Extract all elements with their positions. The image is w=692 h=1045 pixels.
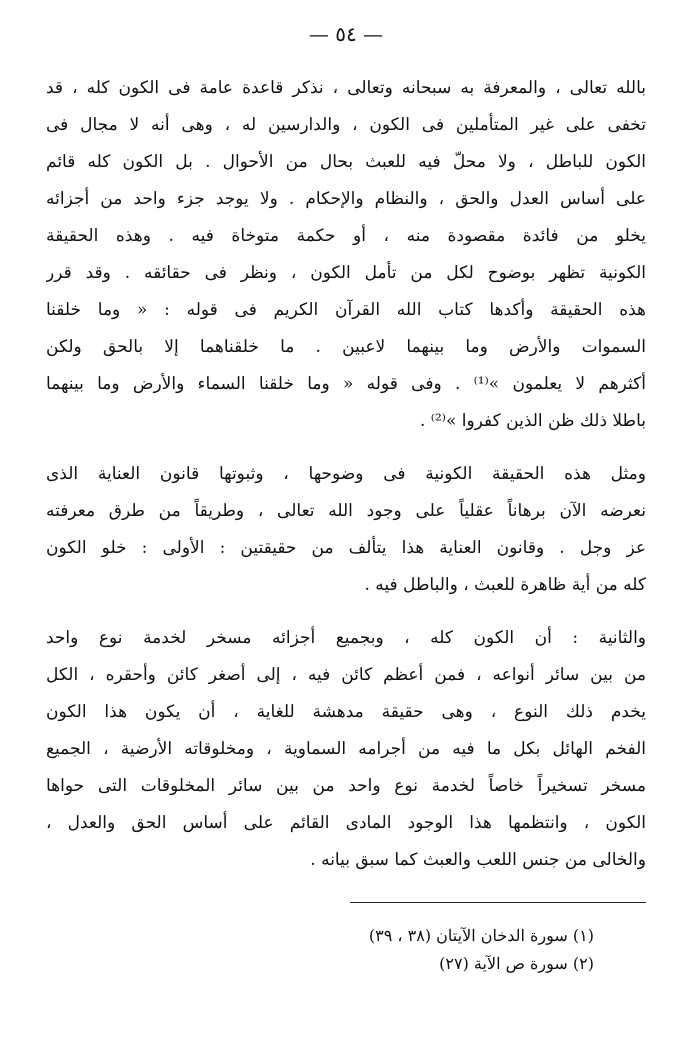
text-line: مسخر تسخيراً خاصاً لخدمة نوع واحد من بين سائر المخلوقات التى حواها	[46, 776, 646, 796]
text-line: تخفى على غير المتأملين فى الكون ، والدارسين له ، وهى أنه لا مجال فى	[46, 115, 646, 135]
text-line: والثانية : أن الكون كله ، وبجميع أجزائه مسخر لخدمة نوع واحد	[46, 628, 646, 648]
text-line: ومثل هذه الحقيقة الكونية فى وضوحها ، وثبوتها قانون العناية الذى	[46, 464, 646, 484]
paragraph-spacer	[46, 604, 646, 620]
text-line: على أساس العدل والحق ، والنظام والإحكام . ولا يوجد جزء واحد من أجزائه	[46, 189, 646, 209]
footnote-divider	[350, 902, 646, 903]
text-line: السموات والأرض وما بينهما لاعبين . ما خلقناهما إلا بالحق ولكن	[46, 337, 646, 357]
page-number: — ٥٤ —	[308, 22, 384, 46]
text-line: من بين سائر أنواعه ، فمن أعظم كائن فيه ، إلى أصغر كائن وأحقره ، الكل	[46, 665, 646, 685]
text-line: الكون ، وانتظمها هذا الوجود المادى القائم على أساس الحق والعدل ،	[46, 813, 646, 833]
paragraph-3	[46, 620, 646, 879]
text-line: الكونية تظهر بوضوح لكل من تأمل الكون ، ونظر فى حقائقه . وقد قرر	[46, 263, 646, 283]
paragraph-1	[46, 70, 646, 440]
body-text	[46, 70, 646, 879]
text-line: باطلا ذلك ظن الذين كفروا »⁽²⁾ .	[419, 411, 646, 431]
paragraph-spacer	[46, 440, 646, 456]
footnotes	[300, 922, 594, 978]
text-line: كله من أية ظاهرة للعبث ، والباطل فيه .	[364, 575, 646, 595]
text-line: الكون للباطل ، ولا محلّ فيه للعبث بحال من الأحوال . بل الكون كله قائم	[46, 152, 646, 172]
footnote-2: (٢) سورة ص الآية (٢٧)	[439, 954, 594, 973]
text-line: والخالى من جنس اللعب والعبث كما سبق بيانه .	[310, 850, 646, 870]
text-line: أكثرهم لا يعلمون »⁽¹⁾ . وفى قوله « وما خلقنا السماء والأرض وما بينهما	[46, 374, 646, 394]
footnote-1: (١) سورة الدخان الآيتان (٣٨ ، ٣٩)	[368, 926, 594, 945]
text-line: الفخم الهائل بكل ما فيه من أجرامه السماوية ، ومخلوقاته الأرضية ، الجميع	[46, 739, 646, 759]
text-line: نعرضه الآن برهاناً عقلياً على وجود الله تعالى ، وطريقاً من طرق معرفته	[46, 501, 646, 521]
text-line: يخلو من فائدة مقصودة منه ، أو حكمة متوخاة فيه . وهذه الحقيقة	[46, 226, 646, 246]
text-line: هذه الحقيقة وأكدها كتاب الله القرآن الكريم فى قوله : « وما خلقنا	[46, 300, 646, 320]
text-line: بالله تعالى ، والمعرفة به سبحانه وتعالى ، نذكر قاعدة عامة فى الكون كله ، قد	[46, 78, 646, 98]
text-line: عز وجل . وقانون العناية هذا يتألف من حقيقتين : الأولى : خلو الكون	[46, 538, 646, 558]
paragraph-2	[46, 456, 646, 604]
text-line: يخدم ذلك النوع ، وهى حقيقة مدهشة للغاية ، أن يكون هذا الكون	[46, 702, 646, 722]
